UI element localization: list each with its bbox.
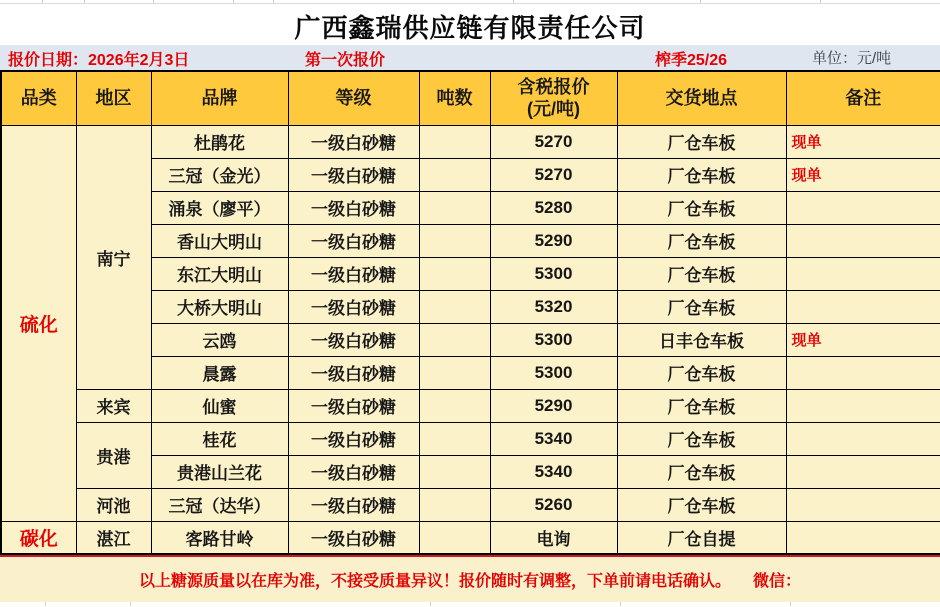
price-cell: 5290 [490,224,617,257]
grade-cell: 一级白砂糖 [288,158,419,191]
grade-cell: 一级白砂糖 [288,521,419,554]
grade-cell: 一级白砂糖 [288,257,419,290]
remark-cell [786,488,940,521]
brand-cell: 大桥大明山 [151,290,288,323]
grade-cell: 一级白砂糖 [288,455,419,488]
delivery-cell: 厂仓车板 [617,422,786,455]
table-header-row [1,71,940,125]
tonnage-cell [419,125,490,158]
tonnage-cell [419,455,490,488]
delivery-cell: 厂仓车板 [617,455,786,488]
header-price [490,71,617,125]
price-table [0,70,940,555]
gridline [620,602,621,606]
tonnage-cell [419,191,490,224]
remark-cell: 现单 [786,158,940,191]
gridline [130,602,131,606]
gridline [45,602,46,606]
tonnage-cell [419,389,490,422]
price-cell: 5270 [490,158,617,191]
delivery-cell: 厂仓车板 [617,257,786,290]
header-remark: 备注 [786,71,940,125]
region-cell: 湛江 [76,521,151,554]
brand-cell: 涌泉（廖平） [151,191,288,224]
crush-season: 榨季25/26 [655,52,728,69]
delivery-cell: 厂仓车板 [617,191,786,224]
title-row [0,8,940,45]
tonnage-cell [419,158,490,191]
brand-cell: 贵港山兰花 [151,455,288,488]
delivery-cell: 厂仓自提 [617,521,786,554]
brand-cell: 东江大明山 [151,257,288,290]
wechat-label: 微信： [753,573,802,590]
tonnage-cell [419,521,490,554]
grade-cell: 一级白砂糖 [288,290,419,323]
grade-cell: 一级白砂糖 [288,389,419,422]
table-row [1,389,940,422]
remark-cell [786,356,940,389]
grade-cell: 一级白砂糖 [288,422,419,455]
header-price-line2: (元/吨) [527,99,580,120]
brand-cell: 晨露 [151,356,288,389]
category-cell: 碳化 [1,521,76,554]
grade-cell: 一级白砂糖 [288,488,419,521]
brand-cell: 仙蜜 [151,389,288,422]
price-cell: 5260 [490,488,617,521]
price-cell: 5300 [490,323,617,356]
region-cell: 来宾 [76,389,151,422]
header-region: 地区 [76,71,151,125]
company-title: 广西鑫瑞供应链有限责任公司 [294,13,646,43]
quality-notice: 以上糖源质量以在库为准，不接受质量异议！报价随时有调整，下单前请电话确认。 [138,573,731,590]
tonnage-cell [419,323,490,356]
brand-cell: 三冠（达华） [151,488,288,521]
price-cell: 5340 [490,422,617,455]
tonnage-cell [419,290,490,323]
table-row [1,422,940,455]
price-cell: 5280 [490,191,617,224]
delivery-cell: 厂仓车板 [617,158,786,191]
delivery-cell: 厂仓车板 [617,290,786,323]
delivery-cell: 厂仓车板 [617,125,786,158]
header-brand: 品牌 [151,71,288,125]
table-row [1,521,940,554]
unit-label: 单位：元/吨 [812,50,892,67]
remark-cell [786,257,940,290]
delivery-cell: 厂仓车板 [617,488,786,521]
category-cell: 硫化 [1,125,76,521]
remark-cell [786,455,940,488]
price-cell: 5300 [490,356,617,389]
remark-cell [786,290,940,323]
delivery-cell: 日丰仓车板 [617,323,786,356]
quote-info-bar [0,45,940,70]
price-cell: 5290 [490,389,617,422]
delivery-cell: 厂仓车板 [617,356,786,389]
header-tonnage: 吨数 [419,71,490,125]
remark-cell: 现单 [786,323,940,356]
gridline [430,602,431,606]
grade-cell: 一级白砂糖 [288,356,419,389]
brand-cell: 香山大明山 [151,224,288,257]
header-grade: 等级 [288,71,419,125]
header-delivery: 交货地点 [617,71,786,125]
price-cell: 电询 [490,521,617,554]
price-cell: 5340 [490,455,617,488]
brand-cell: 桂花 [151,422,288,455]
brand-cell: 客路甘岭 [151,521,288,554]
brand-cell: 云鸥 [151,323,288,356]
grade-cell: 一级白砂糖 [288,224,419,257]
grade-cell: 一级白砂糖 [288,191,419,224]
tonnage-cell [419,257,490,290]
brand-cell: 杜鹃花 [151,125,288,158]
gridline [790,602,791,606]
table-row [1,125,940,158]
remark-cell [786,389,940,422]
tonnage-cell [419,422,490,455]
header-price-line1: 含税报价 [517,76,590,97]
remark-cell [786,224,940,257]
delivery-cell: 厂仓车板 [617,389,786,422]
grade-cell: 一级白砂糖 [288,125,419,158]
region-cell: 贵港 [76,422,151,488]
region-cell: 南宁 [76,125,151,389]
header-category: 品类 [1,71,76,125]
spreadsheet-partial-row-bottom [0,602,940,606]
quote-date: 报价日期：2026年2月3日 [8,52,190,69]
region-cell: 河池 [76,488,151,521]
remark-cell: 现单 [786,125,940,158]
remark-cell [786,521,940,554]
tonnage-cell [419,224,490,257]
spreadsheet-partial-row-top [0,0,940,8]
grade-cell: 一级白砂糖 [288,323,419,356]
brand-cell: 三冠（金光） [151,158,288,191]
delivery-cell: 厂仓车板 [617,224,786,257]
price-cell: 5300 [490,257,617,290]
price-cell: 5270 [490,125,617,158]
notice-footer [0,555,940,602]
tonnage-cell [419,356,490,389]
quote-round: 第一次报价 [305,52,386,69]
remark-cell [786,191,940,224]
table-row [1,488,940,521]
gridline [0,3,940,4]
tonnage-cell [419,488,490,521]
remark-cell [786,422,940,455]
price-cell: 5320 [490,290,617,323]
